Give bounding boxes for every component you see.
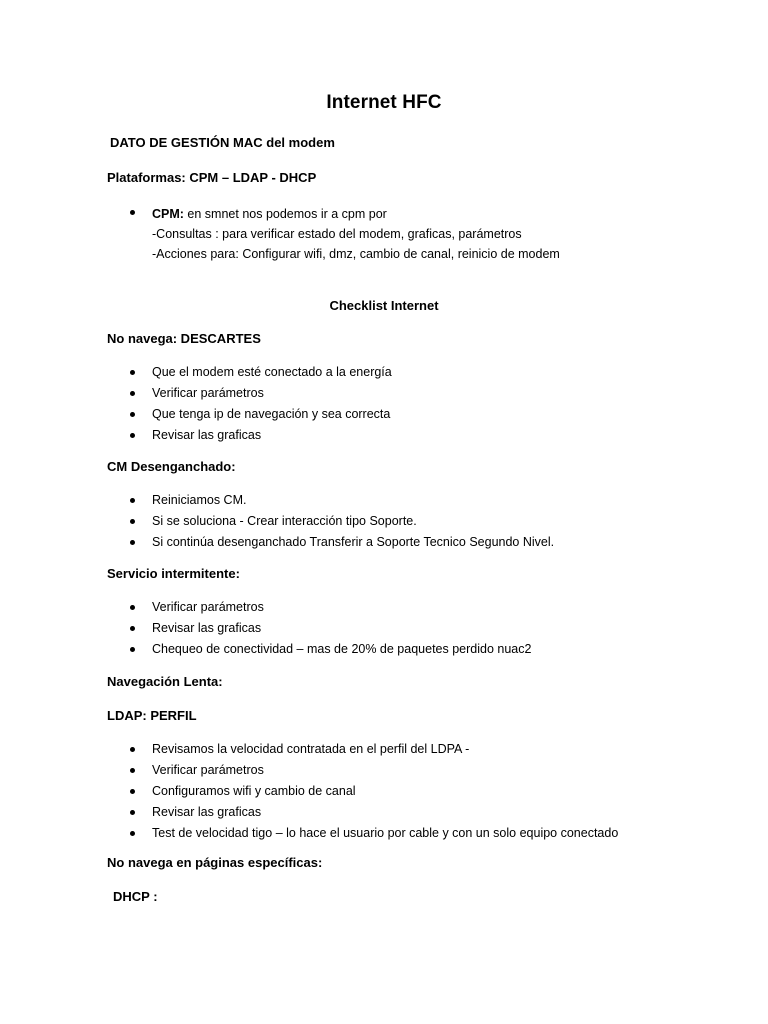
bullet-dot	[130, 412, 135, 417]
intermitente-heading: Servicio intermitente:	[107, 566, 240, 581]
desenganchado-heading: CM Desenganchado:	[107, 459, 236, 474]
bullet-dot	[130, 747, 135, 752]
cpm-line-3: -Acciones para: Configurar wifi, dmz, cambio de canal, reinicio de modem	[152, 247, 560, 261]
bullet-dot	[130, 391, 135, 396]
bullet-dot	[130, 810, 135, 815]
bullet-dot	[130, 647, 135, 652]
bullet-dot	[130, 789, 135, 794]
dhcp-heading: DHCP :	[113, 889, 158, 904]
bullet-dot	[130, 626, 135, 631]
bullet-dot	[130, 519, 135, 524]
paginas-heading: No navega en páginas específicas:	[107, 855, 323, 870]
ldap-heading: LDAP: PERFIL	[107, 708, 197, 723]
gestion-heading: DATO DE GESTIÓN MAC del modem	[110, 135, 335, 150]
bullet-dot	[130, 831, 135, 836]
bullet-dot	[130, 210, 135, 215]
bullet-dot	[130, 540, 135, 545]
bullet-dot	[130, 498, 135, 503]
cpm-line-2: -Consultas : para verificar estado del modem, graficas, parámetros	[152, 227, 522, 241]
bullet-dot	[130, 370, 135, 375]
page-title: Internet HFC	[326, 92, 442, 113]
cpm-description	[152, 204, 560, 264]
lenta-heading: Navegación Lenta:	[107, 674, 223, 689]
cpm-line-1: en smnet nos podemos ir a cpm por	[183, 207, 387, 221]
checklist-title: Checklist Internet	[329, 298, 439, 313]
document-page: Internet HFC DATO DE GESTIÓN MAC del modem Plataformas: CPM – LDAP - DHCP CPM: en smnet nos podemos ir a cpm por -Consultas : para verificar estado del modem, graficas, parámetros -Acciones para: Configurar wifi, dmz, cambio de canal, reinicio de modem Checklist Internet No navega: DESCARTES Que el modem esté conectado a la energía Verificar parámetros Que tenga ip de navegación y sea correcta Revisar las graficas CM Desenganchado: Reiniciamos CM. Si se soluciona - Crear interacción tipo Soporte. Si continúa desenganchado Transferir a Soporte Tecnico Segundo Nivel. Servicio intermitente: Verificar parámetros Revisar las graficas Chequeo de conectividad – mas de 20% de paquetes perdido nuac2 Navegación Lenta: LDAP: PERFIL Revisamos la velocidad contratada en el perfil del LDPA - Verificar parámetros Configuramos wifi y cambio de canal Revisar las graficas Test de velocidad tigo – lo hace el usuario por cable y con un solo equipo conectado No navega en páginas específicas: DHCP :	[0, 0, 768, 1024]
bullet-dot	[130, 768, 135, 773]
bullet-dot	[130, 605, 135, 610]
no-navega-heading: No navega: DESCARTES	[107, 331, 261, 346]
cpm-label: CPM:	[152, 207, 184, 221]
bullet-dot	[130, 433, 135, 438]
plataformas-heading: Plataformas: CPM – LDAP - DHCP	[107, 170, 317, 185]
